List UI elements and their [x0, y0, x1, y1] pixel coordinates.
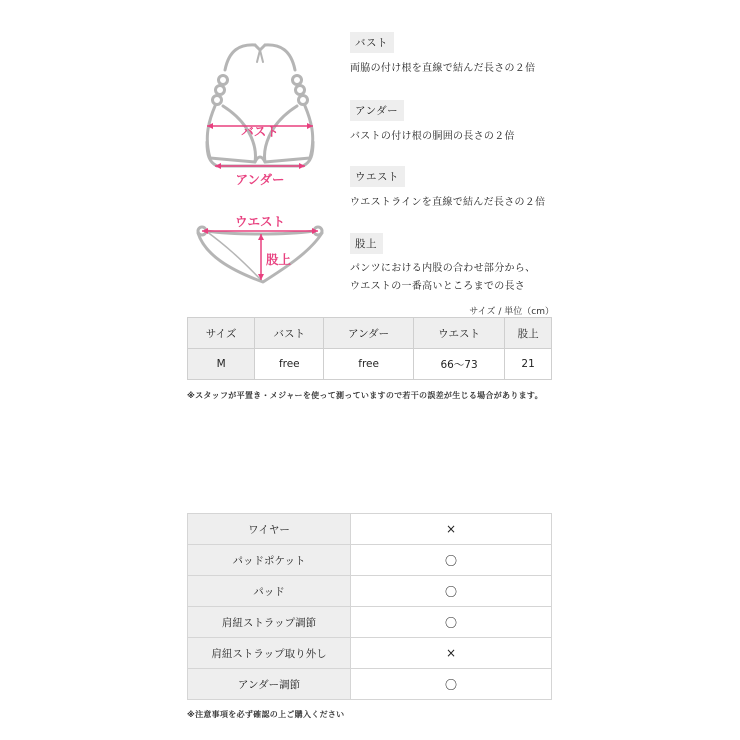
table-row — [188, 349, 552, 380]
bikini-bottom-outline — [198, 227, 322, 282]
definition-rise — [350, 232, 570, 296]
table-row — [188, 545, 552, 576]
definition-tag: アンダー — [350, 100, 404, 121]
measurement-note: ※スタッフが平置き・メジャーを使って測っていますので若干の誤差が生じる場合があります。 — [187, 391, 543, 400]
measurement-diagram — [185, 30, 335, 300]
waist-cell: 66〜73 — [413, 349, 504, 380]
size-table-header: バスト — [255, 318, 324, 349]
definition-text: バストの付け根の胴囲の長さの２倍 — [350, 131, 515, 142]
feature-name: パッド — [188, 576, 351, 607]
under-arrow — [215, 163, 305, 169]
table-row — [188, 638, 552, 669]
definition-under — [350, 99, 570, 147]
table-row — [188, 514, 552, 545]
bikini-top-outline — [207, 45, 313, 166]
feature-value: × — [351, 514, 552, 545]
definition-text: 両脇の付け根を直線で結んだ長さの２倍 — [350, 63, 536, 74]
feature-name: ワイヤー — [188, 514, 351, 545]
table-row — [188, 607, 552, 638]
definition-tag: バスト — [350, 32, 394, 53]
under-cell: free — [324, 349, 414, 380]
feature-name: パッドポケット — [188, 545, 351, 576]
table-row — [188, 669, 552, 700]
size-unit-note: サイズ / 単位（cm） — [469, 307, 554, 317]
table-row — [188, 576, 552, 607]
size-cell: M — [188, 349, 255, 380]
definition-text: ウエストラインを直線で結んだ長さの２倍 — [350, 197, 546, 208]
size-table-header-row — [188, 318, 552, 349]
waist-diagram-label: ウエスト — [234, 214, 286, 229]
rise-diagram-label: 股上 — [266, 252, 292, 267]
feature-value: 〇 — [351, 607, 552, 638]
definition-tag: 股上 — [350, 233, 383, 254]
feature-name: 肩紐ストラップ取り外し — [188, 638, 351, 669]
size-table-header: ウエスト — [413, 318, 504, 349]
size-table-header: アンダー — [324, 318, 414, 349]
feature-name: 肩紐ストラップ調節 — [188, 607, 351, 638]
feature-value: 〇 — [351, 545, 552, 576]
definition-text: ウエストの一番高いところまでの長さ — [350, 281, 526, 292]
feature-value: 〇 — [351, 576, 552, 607]
features-table — [187, 513, 552, 700]
bust-cell: free — [255, 349, 324, 380]
size-table-header: 股上 — [505, 318, 552, 349]
bust-diagram-label: バスト — [241, 124, 279, 139]
bikini-diagram — [185, 30, 335, 300]
feature-value: × — [351, 638, 552, 669]
feature-value: 〇 — [351, 669, 552, 700]
definition-bust — [350, 31, 570, 79]
definition-waist — [350, 165, 570, 213]
rise-cell: 21 — [505, 349, 552, 380]
definition-tag: ウエスト — [350, 166, 405, 187]
feature-name: アンダー調節 — [188, 669, 351, 700]
size-table-header: サイズ — [188, 318, 255, 349]
under-diagram-label: アンダー — [235, 172, 285, 187]
rise-arrow — [258, 234, 264, 280]
size-table — [187, 317, 552, 380]
purchase-note: ※注意事項を必ず確認の上ご購入ください — [187, 710, 345, 719]
definition-text: パンツにおける内股の合わせ部分から、 — [350, 263, 536, 274]
